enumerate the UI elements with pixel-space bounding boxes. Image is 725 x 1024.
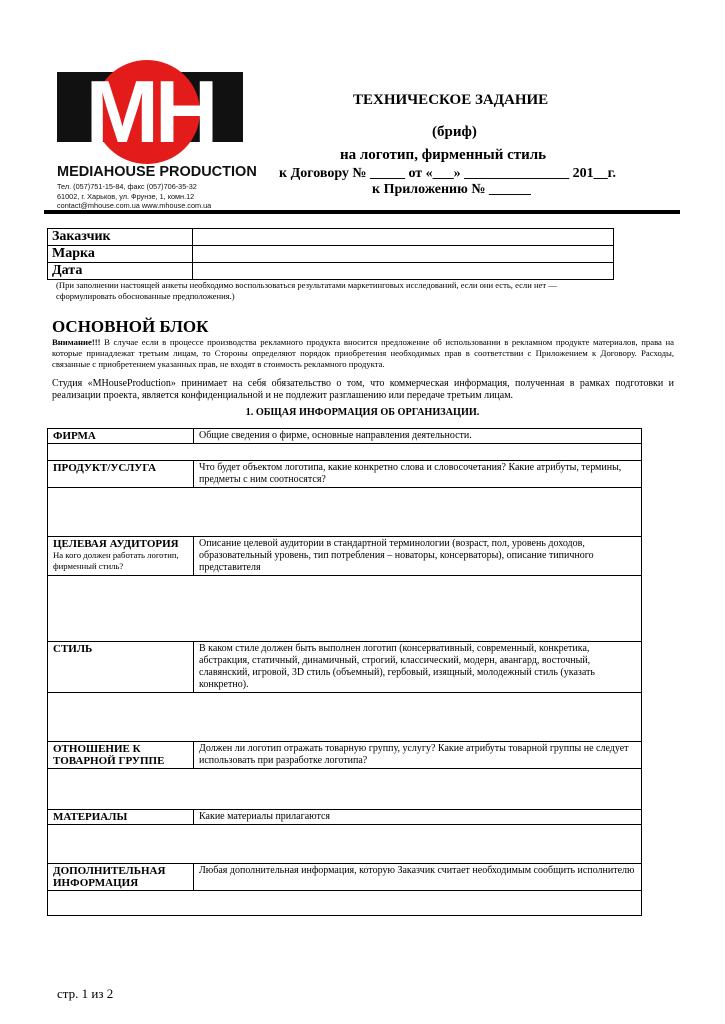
table-row xyxy=(48,891,642,916)
client-label: Заказчик xyxy=(48,229,193,246)
table-row xyxy=(48,246,614,263)
audience-label xyxy=(48,537,194,576)
product-group-description: Должен ли логотип отражать товарную группу, услугу? Какие атрибуты товарной группы не следует использовать при разработке логотипа? xyxy=(194,742,642,769)
table-row xyxy=(48,693,642,742)
audience-description: Описание целевой аудитории в стандартной терминологии (возраст, пол, уровень доходов, образовательный уровень, тип потребления – новаторы, консерваторы), описание типичного представителя xyxy=(194,537,642,576)
style-label: СТИЛЬ xyxy=(48,642,194,693)
logo-contacts xyxy=(57,182,247,211)
extra-info-description: Любая дополнительная информация, которую Заказчик считает необходимым сообщить исполнителю xyxy=(194,864,642,891)
questionnaire-table xyxy=(47,428,642,916)
table-row xyxy=(48,864,642,891)
client-info-table xyxy=(47,228,614,280)
product-answer-field[interactable] xyxy=(48,488,642,537)
logo-contact-line: 61002, г. Харьков, ул. Фрунзе, 1, комн.12 xyxy=(57,191,195,201)
date-label: Дата xyxy=(48,263,193,280)
company-logo xyxy=(57,60,257,210)
style-description: В каком стиле должен быть выполнен логотип (консервативный, современный, конкретика, абстракция, статичный, динамичный, строгий, классический, модерн, авангард, восточный, славянский, игровой, 3D стиль (объемный), гербовый, изящный, молодежный стиль (указать конкретно). xyxy=(194,642,642,693)
brand-field[interactable] xyxy=(193,246,614,263)
document-title: ТЕХНИЧЕСКОЕ ЗАДАНИЕ xyxy=(353,92,549,108)
table-row xyxy=(48,742,642,769)
table-row xyxy=(48,461,642,488)
table-row xyxy=(48,642,642,693)
table-row xyxy=(48,444,642,461)
document-subtitle-brief: (бриф) xyxy=(432,124,477,140)
main-block-title: ОСНОВНОЙ БЛОК xyxy=(52,317,209,336)
logo-contact-line: contact@mhouse.com.ua www.mhouse.com.ua xyxy=(57,201,212,210)
appendix-reference: к Приложению № ______ xyxy=(372,182,531,197)
table-row xyxy=(48,488,642,537)
table-row xyxy=(48,229,614,246)
fill-note: (При заполнении настоящей анкеты необходимо воспользоваться результатами маркетинговых исследований, если они есть, если нет — сформулировать обоснованные предположения.) xyxy=(56,280,557,301)
warning-paragraph xyxy=(52,337,674,370)
materials-label: МАТЕРИАЛЫ xyxy=(48,810,194,825)
warning-text: В случае если в процессе производства рекламного продукта вносится предложение об использовании в рекламном продукте материалов, права на которые принадлежат третьим лицам, то Стороны определяют порядок приобретения необходимых прав в соответствии с Приложением к Договору. Расходы, связанные с приобретением указанных прав, не входят в стоимость рекламного продукта. xyxy=(52,337,674,369)
materials-answer-field[interactable] xyxy=(48,825,642,864)
client-field[interactable] xyxy=(193,229,614,246)
section-title: 1. ОБЩАЯ ИНФОРМАЦИЯ ОБ ОРГАНИЗАЦИИ. xyxy=(245,407,480,418)
contract-reference: к Договору № _____ от «___» _______________ 201__г. xyxy=(279,166,616,181)
table-row xyxy=(48,769,642,810)
firm-label: ФИРМА xyxy=(48,429,194,444)
audience-label-text: ЦЕЛЕВАЯ АУДИТОРИЯ xyxy=(53,538,179,550)
firm-answer-field[interactable] xyxy=(48,444,642,461)
header-divider xyxy=(44,210,680,214)
confidentiality-paragraph: Студия «MHouseProduction» принимает на себя обязательство о том, что коммерческая информация, полученная в рамках подготовки и реализации проекта, является конфиденциальной и не подлежит разглашению или передаче третьим лицам. xyxy=(52,378,674,401)
product-label: ПРОДУКТ/УСЛУГА xyxy=(48,461,194,488)
product-group-answer-field[interactable] xyxy=(48,769,642,810)
style-answer-field[interactable] xyxy=(48,693,642,742)
firm-description: Общие сведения о фирме, основные направления деятельности. xyxy=(194,429,642,444)
warning-label: Внимание!!! xyxy=(52,337,101,347)
table-row xyxy=(48,537,642,576)
table-row xyxy=(48,810,642,825)
product-group-label: ОТНОШЕНИЕ К ТОВАРНОЙ ГРУППЕ xyxy=(48,742,194,769)
audience-answer-field[interactable] xyxy=(48,576,642,642)
page-number: стр. 1 из 2 xyxy=(57,986,114,1001)
product-description: Что будет объектом логотипа, какие конкретно слова и словосочетания? Какие атрибуты, термины, предметы с ним соотносятся? xyxy=(194,461,642,488)
date-field[interactable] xyxy=(193,263,614,280)
table-row xyxy=(48,263,614,280)
table-row xyxy=(48,576,642,642)
logo-contact-line: Тел. (057)751-15-84, факс (057)706-35-32 xyxy=(57,182,197,191)
table-row xyxy=(48,825,642,864)
logo-company-name: MEDIAHOUSE PRODUCTION xyxy=(57,164,257,180)
extra-info-answer-field[interactable] xyxy=(48,891,642,916)
logo-letters: MH xyxy=(85,62,215,161)
document-subject: на логотип, фирменный стиль xyxy=(340,147,547,163)
brand-label: Марка xyxy=(48,246,193,263)
extra-info-label: ДОПОЛНИТЕЛЬНАЯ ИНФОРМАЦИЯ xyxy=(48,864,194,891)
table-row xyxy=(48,429,642,444)
audience-hint: На кого должен работать логотип, фирменный стиль? xyxy=(53,550,179,571)
materials-description: Какие материалы прилагаются xyxy=(194,810,642,825)
